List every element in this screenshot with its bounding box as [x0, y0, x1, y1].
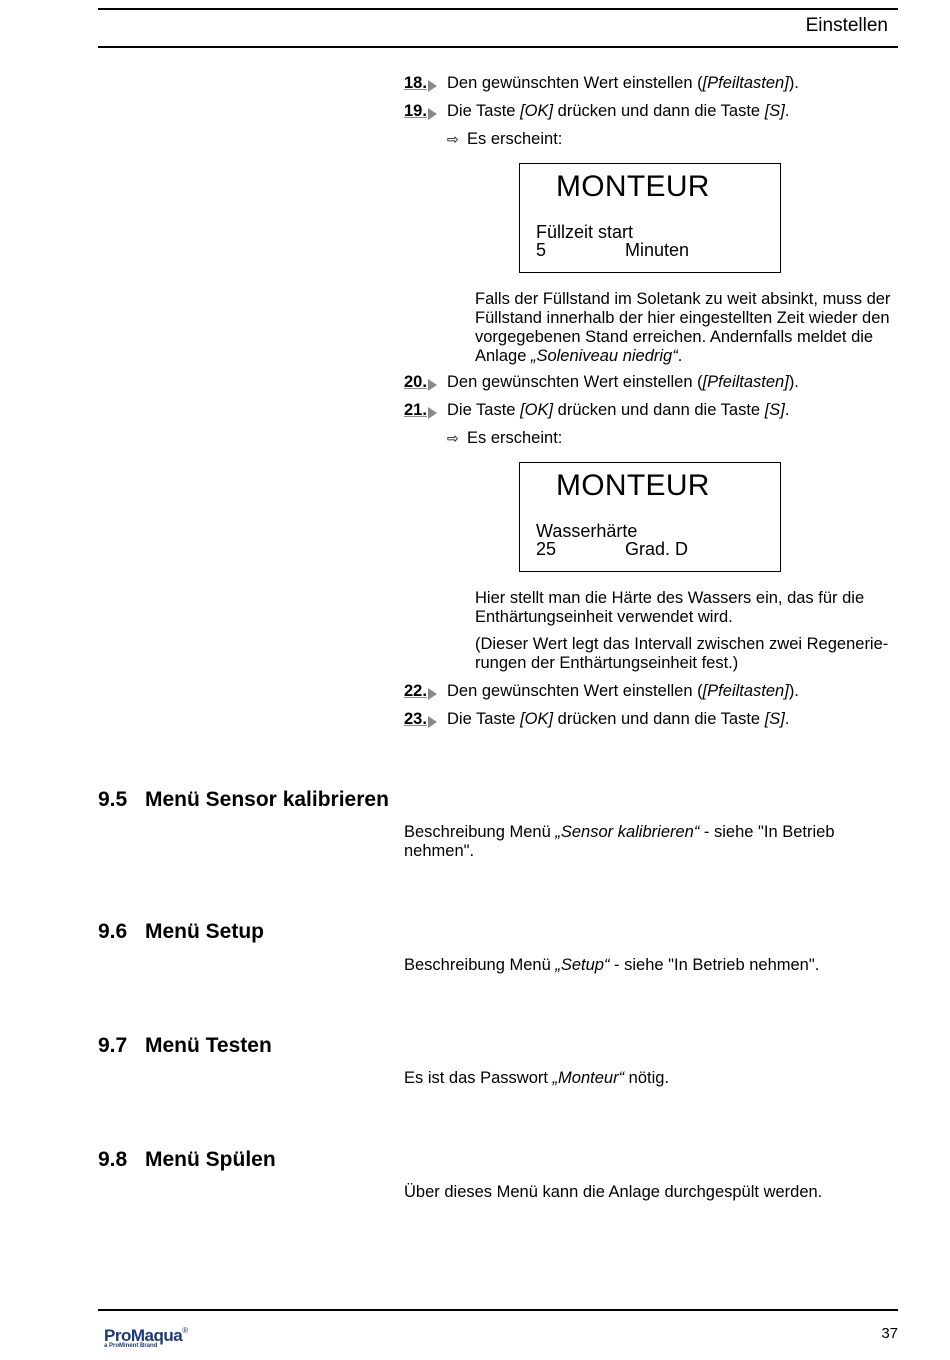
step-number: 22. — [404, 682, 427, 700]
triangle-right-icon — [428, 379, 437, 391]
triangle-right-icon — [428, 108, 437, 120]
note-interval: (Dieser Wert legt das Intervall zwischen zwei Regenerie- rungen der Enthärtungseinheit fest.) — [475, 635, 889, 672]
section-text-9-8: Über dieses Menü kann die Anlage durchgespült werden. — [404, 1183, 823, 1201]
step-text: Den gewünschten Wert einstellen ([Pfeiltasten]). — [447, 74, 799, 92]
section-heading-9-7: 9.7 Menü Testen — [98, 1034, 272, 1057]
result-arrow-icon: ⇨ — [447, 430, 459, 446]
triangle-right-icon — [428, 688, 437, 700]
step-text: Die Taste [OK] drücken und dann die Taste [S]. — [447, 401, 790, 419]
step-number: 21. — [404, 401, 427, 419]
display-value: 25 — [536, 539, 557, 559]
footer-rule — [98, 1309, 898, 1311]
header-bottom-rule — [98, 46, 898, 48]
step-number: 18. — [404, 74, 427, 92]
step-number: 19. — [404, 102, 427, 120]
result-label: Es erscheint: — [467, 429, 563, 447]
result-arrow-icon: ⇨ — [447, 131, 459, 147]
display-unit: Minuten — [625, 240, 690, 260]
result-line — [447, 130, 562, 149]
display-title: MONTEUR — [556, 170, 710, 203]
section-heading-9-5: 9.5 Menü Sensor kalibrieren — [98, 788, 389, 811]
step-text: Die Taste [OK] drücken und dann die Taste [S]. — [447, 710, 790, 728]
section-heading-9-8: 9.8 Menü Spülen — [98, 1148, 276, 1171]
result-label: Es erscheint: — [467, 130, 563, 148]
display-title: MONTEUR — [556, 469, 710, 502]
triangle-right-icon — [428, 80, 437, 92]
triangle-right-icon — [428, 407, 437, 419]
step-number: 20. — [404, 373, 427, 391]
triangle-right-icon — [428, 716, 437, 728]
step-text: Den gewünschten Wert einstellen ([Pfeiltasten]). — [447, 682, 799, 700]
note-fill-time: Falls der Füllstand im Soletank zu weit absinkt, muss der Füllstand innerhalb der hier eingestellten Zeit wieder den vorgegebenen Stand erreichen. Andernfalls meldet die Anlage „Soleniveau niedrig“. — [475, 290, 891, 365]
display-parameter: Wasserhärte — [536, 521, 638, 541]
display-panel — [519, 163, 781, 273]
step-text: Die Taste [OK] drücken und dann die Taste [S]. — [447, 102, 790, 120]
section-text-9-7: Es ist das Passwort „Monteur“ nötig. — [404, 1069, 670, 1087]
display-panel — [519, 462, 781, 572]
result-line — [447, 429, 562, 448]
header-top-rule — [98, 8, 898, 10]
display-value: 5 — [536, 240, 547, 260]
section-text-9-5: Beschreibung Menü „Sensor kalibrieren“ - siehe "In Betrieb nehmen". — [404, 823, 835, 860]
promaqua-logo: ProMaqua® a ProMinent Brand — [104, 1326, 189, 1349]
step-number: 23. — [404, 710, 427, 728]
section-text-9-6: Beschreibung Menü „Setup“ - siehe "In Betrieb nehmen". — [404, 956, 820, 974]
section-heading-9-6: 9.6 Menü Setup — [98, 920, 264, 943]
chapter-title: Einstellen — [805, 15, 888, 36]
display-unit: Grad. D — [625, 539, 689, 559]
page-number: 37 — [881, 1325, 898, 1342]
step-text: Den gewünschten Wert einstellen ([Pfeiltasten]). — [447, 373, 799, 391]
display-parameter: Füllzeit start — [536, 222, 634, 242]
note-hardness: Hier stellt man die Härte des Wassers ein, das für die Enthärtungseinheit verwendet wird. — [475, 589, 865, 626]
